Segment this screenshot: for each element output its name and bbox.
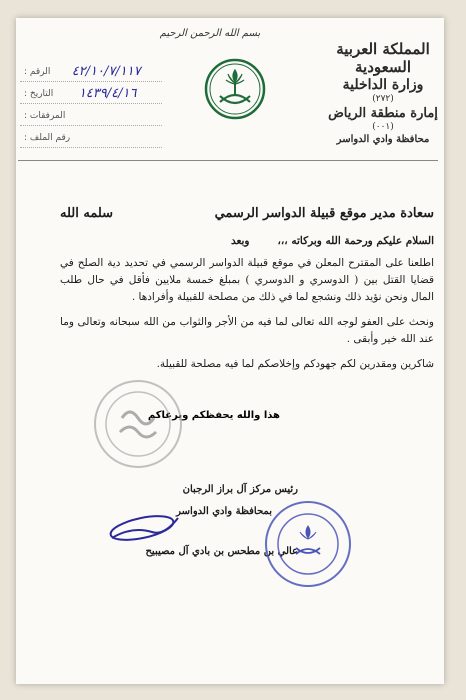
- ministry-code: (٢٧٢): [372, 94, 394, 104]
- file-row: [20, 128, 162, 148]
- greeting: السلام عليكم ورحمة الله وبركاته ،،،: [277, 235, 434, 247]
- header-divider: [18, 160, 438, 161]
- number-row: [20, 62, 162, 82]
- signer-place: بمحافظة وادي الدواسر: [176, 506, 272, 517]
- governorate-name: محافظة وادي الدواسر: [336, 134, 430, 145]
- ministry-name: وزارة الداخلية: [342, 77, 424, 93]
- tribal-seal-icon: [92, 378, 184, 470]
- attachments-row: [20, 106, 162, 126]
- file-label: رقم الملف :: [24, 132, 71, 143]
- paragraph-1: اطلعنا على المقترح المعلن في موقع قبيلة الدواسر الرسمي في تحديد دية الصلح في قضايا القتل بين ( الدوسري و الدوسري ) بمبلغ خمسة ملايين فأقل في حال طلب المال ونحن نؤيد ذلك ونشجع لما في ذلك من مصلحة للقبيلة وأفرادها .: [60, 257, 434, 303]
- signer-name: عالي بن مطحس بن بادي آل مصيبيح: [145, 546, 298, 557]
- emirate-name: إمارة منطقة الرياض: [328, 106, 438, 121]
- paragraph-3: شاكرين ومقدرين لكم جهودكم وإخلاصكم لما فيه مصلحة للقبيلة.: [156, 358, 434, 370]
- signer-title: رئيس مركز آل براز الرجبان: [182, 484, 298, 495]
- paragraph-2: ونحث على العفو لوجه الله تعالى لما فيه من الأجر والثواب من الله سبحانه وتعالى وما عند الله خير وأبقى .: [60, 316, 434, 345]
- closing-line: هذا والله يحفظكم ويرعاكم: [147, 410, 280, 421]
- greeting-after: وبعد: [230, 235, 250, 247]
- emirate-code: (٠٠١): [372, 122, 394, 132]
- addressee: سعادة مدير موقع قبيلة الدواسر الرسمي: [214, 206, 434, 221]
- basmala: بسم الله الرحمن الرحيم: [159, 28, 261, 39]
- date-value: ١٤٣٩/٤/١٦: [78, 86, 137, 101]
- number-label: الرقم :: [24, 66, 51, 77]
- letterhead: [308, 40, 458, 147]
- salutation-right: سلمه الله: [60, 206, 114, 221]
- address-line: [60, 206, 434, 221]
- greeting-line: [60, 235, 434, 247]
- official-seal-icon: [262, 498, 354, 590]
- number-value: ٤٢/١٠/٧/١١٧: [71, 64, 141, 79]
- letter-metadata: [20, 62, 162, 150]
- letter-body: [60, 206, 434, 373]
- handwritten-signature-icon: [104, 508, 184, 548]
- date-row: [20, 84, 162, 104]
- attachments-label: المرفقات :: [24, 110, 66, 121]
- saudi-emblem-icon: [204, 58, 266, 120]
- kingdom-name: المملكة العربية السعودية: [336, 40, 430, 76]
- date-label: التاريخ :: [24, 88, 54, 99]
